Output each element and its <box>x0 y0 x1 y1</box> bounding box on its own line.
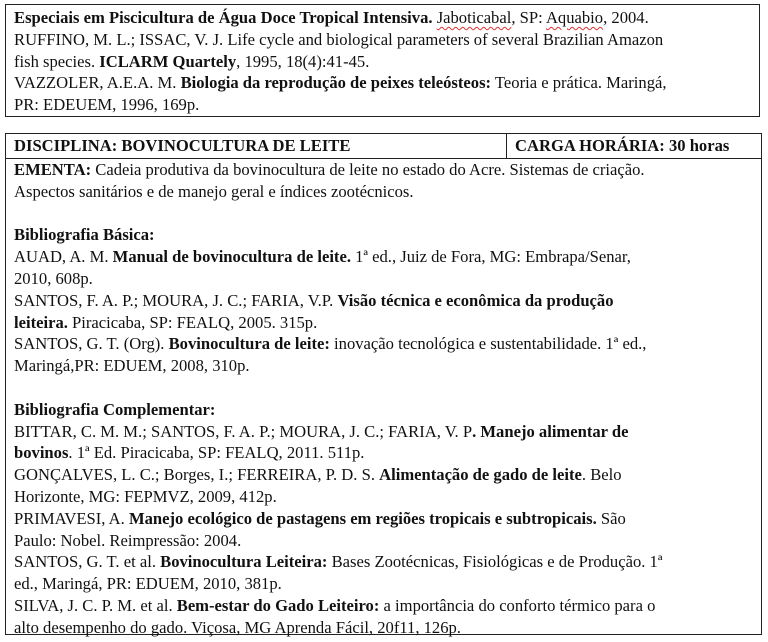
reference-title: Especiais em Piscicultura de Água Doce Tropical Intensiva. <box>14 8 433 27</box>
reference-line <box>14 51 751 73</box>
reference-line <box>14 290 753 312</box>
reference-text: PRIMAVESI, A. <box>14 508 129 528</box>
reference-title: Manual de bovinocultura de leite. <box>112 247 351 267</box>
reference-text: 1ª ed., Juiz de Fora, MG: Embrapa/Senar, <box>350 247 631 267</box>
reference-line <box>14 333 753 355</box>
reference-line <box>14 573 753 595</box>
reference-text: Teoria e prática. Maringá, <box>491 73 667 93</box>
reference-text: GONÇALVES, L. C.; Borges, I.; FERREIRA, P. D. S. <box>14 465 380 485</box>
reference-line <box>14 312 753 334</box>
reference-text: , 1995, 18(4):41-45. <box>236 51 370 71</box>
discipline-table <box>5 133 762 635</box>
reference-line: RUFFINO, M. L.; ISSAC, V. J. Life cycle and biological parameters of several Brazilian Amazon <box>14 29 664 49</box>
reference-text: 2010, 608p. <box>14 268 93 288</box>
basic-bibliography-list <box>14 246 753 377</box>
reference-line <box>14 486 753 508</box>
reference-title: Bem-estar do Gado Leiteiro: <box>176 595 380 615</box>
basic-bibliography-heading <box>14 224 753 246</box>
heading-text: Bibliografia Complementar: <box>14 399 216 419</box>
reference-text: fish species. <box>14 51 100 71</box>
reference-line <box>14 7 751 29</box>
ementa-line: Aspectos sanitários e de manejo geral e índices zootécnicos. <box>14 181 414 201</box>
reference-title: Bovinocultura de leite: <box>168 334 330 354</box>
discipline-header <box>6 134 761 159</box>
reference-text: Piracicaba, SP: FEALQ, 2005. 315p. <box>67 312 318 332</box>
reference-title: leiteira. <box>14 312 68 332</box>
ementa-text: Cadeia produtiva da bovinocultura de leite no estado do Acre. Sistemas de criação. <box>91 160 645 179</box>
reference-line <box>14 421 753 443</box>
reference-line <box>14 355 753 377</box>
reference-line <box>14 442 753 464</box>
reference-text: SANTOS, G. T. (Org). <box>14 334 169 354</box>
previous-references-box <box>5 4 760 117</box>
reference-line: PR: EDEUEM, 1996, 169p. <box>14 95 200 115</box>
reference-text: São <box>596 508 626 528</box>
discipline-title: DISCIPLINA: BOVINOCULTURA DE LEITE <box>6 134 507 158</box>
reference-text: SILVA, J. C. P. M. et al. <box>14 595 177 615</box>
reference-text: inovação tecnológica e sustentabilidade. 1ª ed., <box>329 334 647 354</box>
reference-text: Jaboticabal <box>436 8 512 27</box>
ementa-line <box>14 159 753 181</box>
reference-text: a importância do conforto térmico para o <box>379 595 656 615</box>
reference-line <box>14 551 753 573</box>
reference-title: Manejo ecológico de pastagens em regiões tropicais e subtropicais. <box>128 508 597 528</box>
reference-title: Bovinocultura Leiteira: <box>160 552 328 572</box>
reference-line <box>14 72 751 94</box>
reference-line <box>14 530 753 552</box>
reference-text: SANTOS, F. A. P.; MOURA, J. C.; FARIA, V.P. <box>14 290 338 310</box>
reference-title: Alimentação de gado de leite <box>379 465 582 485</box>
heading-text: Bibliografia Básica: <box>14 225 155 245</box>
workload: CARGA HORÁRIA: 30 horas <box>515 136 730 155</box>
reference-line <box>14 246 753 268</box>
reference-text: Paulo: Nobel. Reimpressão: 2004. <box>14 530 242 550</box>
reference-text: Maringá,PR: EDUEM, 2008, 310p. <box>14 356 250 376</box>
reference-text: , 2004. <box>603 8 649 27</box>
reference-line <box>14 464 753 486</box>
reference-title: Visão técnica e econômica da produção <box>337 290 614 310</box>
reference-line <box>14 508 753 530</box>
reference-line <box>14 595 753 617</box>
complementary-bibliography-heading <box>14 399 753 421</box>
reference-title: . Manejo alimentar de <box>472 421 629 441</box>
reference-line <box>14 617 753 639</box>
reference-line <box>14 268 753 290</box>
reference-text: Bases Zootécnicas, Fisiológicas e de Produção. 1ª <box>327 552 663 572</box>
reference-title: bovinos <box>14 443 69 463</box>
reference-title: Biologia da reprodução de peixes teleósteos: <box>180 73 492 93</box>
reference-text: Aquabio <box>545 8 604 27</box>
reference-text: AUAD, A. M. <box>14 247 113 267</box>
reference-text: VAZZOLER, A.E.A. M. <box>14 73 181 93</box>
ementa-label: EMENTA: <box>14 160 92 179</box>
reference-text: ed., Maringá, PR: EDUEM, 2010, 381p. <box>14 574 282 594</box>
reference-text: . 1ª Ed. Piracicaba, SP: FEALQ, 2011. 511p. <box>68 443 365 463</box>
reference-text: SANTOS, G. T. et al. <box>14 552 161 572</box>
complementary-bibliography-list <box>14 421 753 639</box>
reference-text: BITTAR, C. M. M.; SANTOS, F. A. P.; MOURA, J. C.; FARIA, V. P <box>14 421 473 441</box>
reference-text: . Belo <box>581 465 622 485</box>
reference-text: alto desempenho do gado. Viçosa, MG Aprenda Fácil, 20f11, 126p. <box>14 617 461 637</box>
discipline-body <box>6 159 761 639</box>
reference-text: , SP: <box>511 8 546 27</box>
reference-title: ICLARM Quartely <box>99 51 237 71</box>
reference-text: Horizonte, MG: FEPMVZ, 2009, 412p. <box>14 486 277 506</box>
